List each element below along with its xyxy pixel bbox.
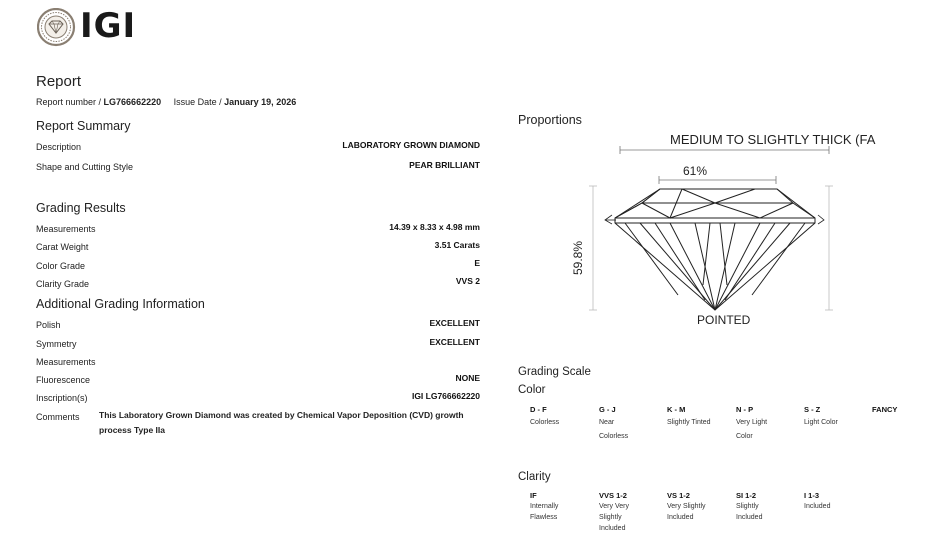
color-desc: Light Color bbox=[804, 419, 838, 426]
grading-value: E bbox=[474, 258, 480, 268]
summary-label: Description bbox=[36, 142, 82, 152]
clarity-desc: Included bbox=[667, 514, 694, 521]
additional-label: Polish bbox=[36, 320, 61, 330]
color-desc: Very Light bbox=[736, 419, 768, 426]
summary-value: PEAR BRILLIANT bbox=[409, 160, 480, 170]
color-grade: D - F bbox=[530, 405, 547, 414]
clarity-scale-title: Clarity bbox=[518, 471, 551, 483]
summary-title: Report Summary bbox=[36, 119, 131, 133]
grading-value: 14.39 x 8.33 x 4.98 mm bbox=[389, 222, 480, 232]
proportions-title: Proportions bbox=[518, 113, 582, 127]
clarity-desc: Very Slightly bbox=[667, 503, 706, 510]
color-desc: Slightly Tinted bbox=[667, 419, 711, 426]
clarity-desc: Included bbox=[736, 514, 763, 521]
additional-label: Fluorescence bbox=[36, 375, 91, 385]
grading-label: Clarity Grade bbox=[36, 279, 90, 289]
grading-value: 3.51 Carats bbox=[434, 240, 480, 250]
issue-date: January 19, 2026 bbox=[224, 97, 297, 107]
clarity-grade: I 1-3 bbox=[804, 491, 820, 500]
color-desc: Colorless bbox=[599, 433, 629, 440]
logo-text: IGI bbox=[80, 6, 137, 46]
additional-value: NONE bbox=[455, 373, 480, 383]
color-grade: G - J bbox=[599, 405, 616, 414]
clarity-desc: Slightly bbox=[599, 514, 622, 521]
grading-title: Grading Results bbox=[36, 201, 126, 215]
color-grade: K - M bbox=[667, 405, 686, 414]
additional-value: EXCELLENT bbox=[429, 318, 480, 328]
clarity-grade: SI 1-2 bbox=[736, 491, 757, 500]
clarity-grade: IF bbox=[530, 491, 537, 500]
issue-date-label: Issue Date / bbox=[173, 97, 222, 107]
report-meta bbox=[36, 97, 296, 107]
proportions-diagram bbox=[560, 125, 890, 335]
report-number-label: Report number / bbox=[36, 97, 102, 107]
clarity-desc: Included bbox=[599, 525, 626, 532]
clarity-desc: Slightly bbox=[736, 503, 759, 510]
grading-label: Color Grade bbox=[36, 261, 86, 271]
color-scale-title: Color bbox=[518, 384, 546, 396]
clarity-desc: Included bbox=[804, 503, 831, 510]
grading-value: VVS 2 bbox=[455, 276, 480, 286]
depth-percent: 59.8% bbox=[571, 240, 585, 275]
summary-value: LABORATORY GROWN DIAMOND bbox=[342, 140, 480, 150]
page-title: Report bbox=[36, 73, 82, 90]
color-grade: S - Z bbox=[804, 405, 821, 414]
color-desc: Color bbox=[736, 433, 753, 440]
girdle-text: MEDIUM TO SLIGHTLY THICK (FA bbox=[670, 132, 876, 147]
clarity-grade: VS 1-2 bbox=[667, 491, 690, 500]
color-grade: N - P bbox=[736, 405, 754, 414]
clarity-grade: VVS 1-2 bbox=[599, 491, 627, 500]
color-grade: FANCY bbox=[872, 405, 898, 414]
color-desc: Colorless bbox=[530, 419, 560, 426]
report-number: LG766662220 bbox=[103, 97, 162, 107]
grading-scale-title: Grading Scale bbox=[518, 366, 591, 378]
additional-title: Additional Grading Information bbox=[36, 297, 205, 311]
table-percent: 61% bbox=[683, 164, 708, 178]
additional-value: EXCELLENT bbox=[429, 337, 480, 347]
additional-label: Measurements bbox=[36, 357, 96, 367]
grading-label: Carat Weight bbox=[36, 242, 89, 252]
clarity-desc: Flawless bbox=[530, 514, 558, 521]
additional-label: Symmetry bbox=[36, 339, 77, 349]
additional-label: Inscription(s) bbox=[36, 393, 88, 403]
clarity-desc: Very Very bbox=[599, 503, 629, 510]
culet-text: POINTED bbox=[697, 313, 751, 327]
diamond-profile bbox=[615, 189, 815, 310]
summary-label: Shape and Cutting Style bbox=[36, 162, 134, 172]
color-desc: Near bbox=[599, 419, 615, 426]
additional-value: IGI LG766662220 bbox=[411, 391, 480, 401]
clarity-desc: Internally bbox=[530, 503, 559, 510]
comments-label: Comments bbox=[36, 412, 80, 422]
seal-icon bbox=[37, 8, 77, 48]
grading-label: Measurements bbox=[36, 224, 96, 234]
comments-text: This Laboratory Grown Diamond was created by Chemical Vapor Deposition (CVD) growth process Type IIa bbox=[99, 410, 464, 435]
